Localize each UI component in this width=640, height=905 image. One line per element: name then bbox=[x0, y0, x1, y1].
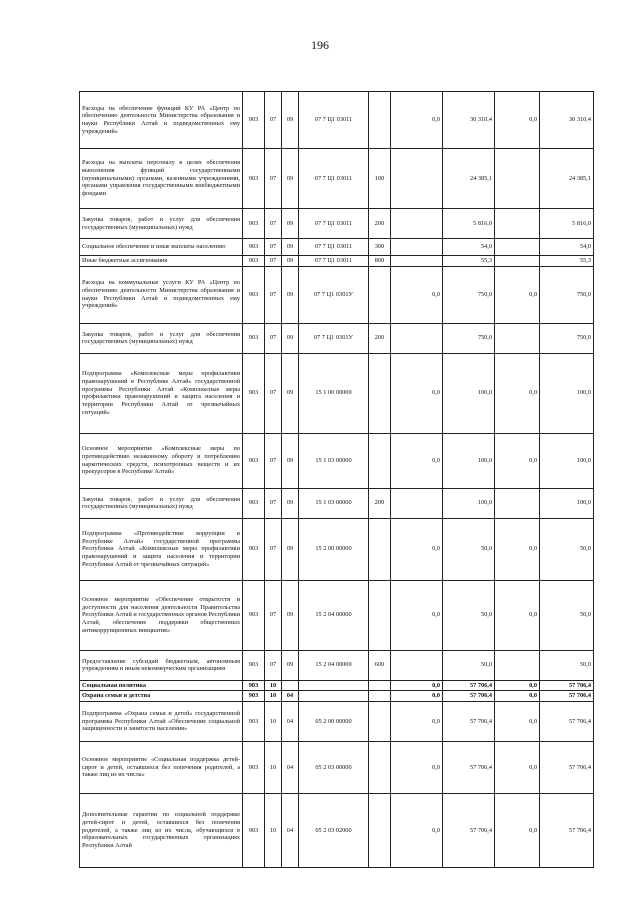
row-subsection-cell: 09 bbox=[282, 580, 299, 650]
row-expense-type-cell bbox=[369, 742, 391, 794]
row-subsection-cell: 09 bbox=[282, 353, 299, 433]
row-ved-cell: 903 bbox=[243, 680, 265, 691]
row-amount-4-cell: 100,0 bbox=[540, 353, 594, 433]
row-name-cell: Социальная политика bbox=[80, 680, 243, 691]
row-section-cell: 07 bbox=[265, 518, 282, 580]
row-amount-4-cell: 57 706,4 bbox=[540, 742, 594, 794]
row-subsection-cell: 09 bbox=[282, 266, 299, 323]
row-target-article-cell: 07 7 Ц1 03011 bbox=[299, 256, 369, 267]
row-target-article-cell: 15 1 00 00000 bbox=[299, 353, 369, 433]
row-name-cell: Дополнительные гарантии по социальной поддержке детей-сирот и детей, оставшихся без попечения родителей, а также лиц из их числа, обучающихся в образовательных государственных организациях Республики Алтай bbox=[80, 794, 243, 868]
table-row bbox=[80, 353, 594, 433]
row-expense-type-cell bbox=[369, 518, 391, 580]
row-name-cell: Подпрограмма «Комплексные меры профилактики правонарушений в Республике Алтай» государственной программы Республики Алтай «Комплексные меры профилактики правонарушений и защита населения и территории Республики Алтай от чрезвычайных ситуаций» bbox=[80, 353, 243, 433]
row-amount-2-cell: 57 706,4 bbox=[443, 680, 495, 691]
row-section-cell: 10 bbox=[265, 742, 282, 794]
row-ved-cell: 903 bbox=[243, 433, 265, 488]
row-subsection-cell: 04 bbox=[282, 742, 299, 794]
row-amount-3-cell bbox=[495, 256, 540, 267]
row-amount-4-cell: 750,0 bbox=[540, 266, 594, 323]
row-subsection-cell: 09 bbox=[282, 149, 299, 209]
row-amount-4-cell: 100,0 bbox=[540, 488, 594, 518]
row-amount-1-cell bbox=[391, 323, 443, 353]
row-name-cell: Расходы на выплаты персоналу в целях обеспечения выполнения функций государственными (муниципальными) органами, казенными учреждениями, органами управления государственными внебюджетными фондами bbox=[80, 149, 243, 209]
row-target-article-cell: 15 1 03 00000 bbox=[299, 433, 369, 488]
row-amount-3-cell: 0,0 bbox=[495, 266, 540, 323]
row-section-cell: 07 bbox=[265, 433, 282, 488]
table-row bbox=[80, 266, 594, 323]
row-expense-type-cell bbox=[369, 580, 391, 650]
row-amount-1-cell bbox=[391, 149, 443, 209]
row-amount-3-cell bbox=[495, 323, 540, 353]
row-target-article-cell: 07 7 Ц1 03011 bbox=[299, 149, 369, 209]
row-ved-cell: 903 bbox=[243, 92, 265, 149]
row-amount-2-cell: 24 385,1 bbox=[443, 149, 495, 209]
row-amount-1-cell: 0,0 bbox=[391, 266, 443, 323]
row-amount-4-cell: 55,3 bbox=[540, 256, 594, 267]
row-subsection-cell: 09 bbox=[282, 239, 299, 256]
table-row bbox=[80, 680, 594, 691]
table-row bbox=[80, 691, 594, 702]
table-row bbox=[80, 323, 594, 353]
row-amount-2-cell: 54,0 bbox=[443, 239, 495, 256]
row-name-cell: Закупка товаров, работ и услуг для обеспечения государственных (муниципальных) нужд bbox=[80, 209, 243, 239]
row-expense-type-cell: 800 bbox=[369, 256, 391, 267]
row-section-cell: 07 bbox=[265, 650, 282, 680]
row-amount-1-cell: 0,0 bbox=[391, 794, 443, 868]
row-amount-3-cell: 0,0 bbox=[495, 353, 540, 433]
row-subsection-cell: 09 bbox=[282, 650, 299, 680]
row-amount-3-cell: 0,0 bbox=[495, 92, 540, 149]
row-section-cell: 07 bbox=[265, 149, 282, 209]
table-row bbox=[80, 433, 594, 488]
row-target-article-cell bbox=[299, 691, 369, 702]
page-number: 196 bbox=[311, 38, 329, 52]
row-amount-2-cell: 30 310,4 bbox=[443, 92, 495, 149]
row-subsection-cell: 09 bbox=[282, 256, 299, 267]
row-amount-2-cell: 50,0 bbox=[443, 580, 495, 650]
row-amount-4-cell: 750,0 bbox=[540, 323, 594, 353]
row-expense-type-cell: 300 bbox=[369, 239, 391, 256]
row-amount-1-cell: 0,0 bbox=[391, 702, 443, 742]
row-expense-type-cell bbox=[369, 702, 391, 742]
row-ved-cell: 903 bbox=[243, 353, 265, 433]
row-subsection-cell bbox=[282, 680, 299, 691]
row-section-cell: 07 bbox=[265, 353, 282, 433]
row-amount-2-cell: 50,0 bbox=[443, 518, 495, 580]
table-row bbox=[80, 650, 594, 680]
row-ved-cell: 903 bbox=[243, 239, 265, 256]
budget-table bbox=[79, 91, 594, 868]
table-row bbox=[80, 488, 594, 518]
row-amount-3-cell: 0,0 bbox=[495, 518, 540, 580]
row-amount-1-cell bbox=[391, 239, 443, 256]
row-expense-type-cell: 200 bbox=[369, 209, 391, 239]
row-amount-1-cell: 0,0 bbox=[391, 353, 443, 433]
row-amount-1-cell: 0,0 bbox=[391, 433, 443, 488]
row-amount-3-cell: 0,0 bbox=[495, 433, 540, 488]
row-target-article-cell: 15 2 00 00000 bbox=[299, 518, 369, 580]
row-amount-2-cell: 55,3 bbox=[443, 256, 495, 267]
row-amount-2-cell: 750,0 bbox=[443, 266, 495, 323]
row-ved-cell: 903 bbox=[243, 580, 265, 650]
row-name-cell: Подпрограмма «Охрана семьи и детей» государственной программы Республики Алтай «Обеспечение социальной защищенности и занятости населения» bbox=[80, 702, 243, 742]
row-ved-cell: 903 bbox=[243, 323, 265, 353]
row-amount-2-cell: 57 706,4 bbox=[443, 702, 495, 742]
row-amount-4-cell: 100,0 bbox=[540, 433, 594, 488]
row-expense-type-cell bbox=[369, 794, 391, 868]
table-row bbox=[80, 239, 594, 256]
row-target-article-cell: 05 2 00 00000 bbox=[299, 702, 369, 742]
row-section-cell: 07 bbox=[265, 488, 282, 518]
row-section-cell: 10 bbox=[265, 691, 282, 702]
row-section-cell: 10 bbox=[265, 794, 282, 868]
table-row bbox=[80, 580, 594, 650]
row-amount-4-cell: 54,0 bbox=[540, 239, 594, 256]
row-expense-type-cell: 200 bbox=[369, 323, 391, 353]
row-target-article-cell: 07 7 Ц1 03011 bbox=[299, 92, 369, 149]
row-amount-1-cell: 0,0 bbox=[391, 518, 443, 580]
row-expense-type-cell: 200 bbox=[369, 488, 391, 518]
row-amount-1-cell bbox=[391, 650, 443, 680]
row-amount-3-cell: 0,0 bbox=[495, 794, 540, 868]
row-name-cell: Расходы на обеспечение функций КУ РА «Центр по обеспечению деятельности Министерства образования и науки Республики Алтай и подведомственных ему учреждений» bbox=[80, 92, 243, 149]
row-amount-1-cell bbox=[391, 209, 443, 239]
row-expense-type-cell bbox=[369, 353, 391, 433]
row-amount-1-cell bbox=[391, 488, 443, 518]
row-name-cell: Подпрограмма «Противодействие коррупции в Республике Алтай» государственной программы Республики Алтай «Комплексные меры профилактики правонарушений и защита населения и территории Республики Алтай от чрезвычайных ситуаций» bbox=[80, 518, 243, 580]
row-amount-3-cell: 0,0 bbox=[495, 680, 540, 691]
row-expense-type-cell: 100 bbox=[369, 149, 391, 209]
row-name-cell: Основное мероприятие «Социальная поддержка детей-сирот и детей, оставшихся без попечения родителей, а также лиц из их числа» bbox=[80, 742, 243, 794]
row-amount-1-cell: 0,0 bbox=[391, 580, 443, 650]
row-subsection-cell: 09 bbox=[282, 209, 299, 239]
row-name-cell: Иные бюджетные ассигнования bbox=[80, 256, 243, 267]
row-ved-cell: 903 bbox=[243, 742, 265, 794]
row-subsection-cell: 09 bbox=[282, 518, 299, 580]
row-ved-cell: 903 bbox=[243, 650, 265, 680]
row-name-cell: Предоставление субсидий бюджетным, автономным учреждениям и иным некоммерческим организациям bbox=[80, 650, 243, 680]
row-amount-3-cell bbox=[495, 149, 540, 209]
row-amount-4-cell: 57 706,4 bbox=[540, 680, 594, 691]
row-amount-2-cell: 57 706,4 bbox=[443, 794, 495, 868]
row-amount-1-cell: 0,0 bbox=[391, 742, 443, 794]
row-ved-cell: 903 bbox=[243, 256, 265, 267]
row-target-article-cell: 07 7 Ц1 03011 bbox=[299, 209, 369, 239]
row-ved-cell: 903 bbox=[243, 518, 265, 580]
table-row bbox=[80, 794, 594, 868]
row-amount-4-cell: 5 816,0 bbox=[540, 209, 594, 239]
row-subsection-cell: 09 bbox=[282, 92, 299, 149]
budget-table-body bbox=[80, 92, 594, 868]
row-section-cell: 07 bbox=[265, 209, 282, 239]
row-target-article-cell: 07 7 Ц1 03011 bbox=[299, 239, 369, 256]
row-amount-3-cell bbox=[495, 239, 540, 256]
row-expense-type-cell bbox=[369, 680, 391, 691]
row-ved-cell: 903 bbox=[243, 266, 265, 323]
row-section-cell: 07 bbox=[265, 266, 282, 323]
table-row bbox=[80, 702, 594, 742]
row-amount-3-cell bbox=[495, 488, 540, 518]
row-expense-type-cell bbox=[369, 266, 391, 323]
row-amount-1-cell: 0,0 bbox=[391, 691, 443, 702]
row-amount-2-cell: 100,0 bbox=[443, 433, 495, 488]
row-section-cell: 07 bbox=[265, 323, 282, 353]
table-row bbox=[80, 742, 594, 794]
row-target-article-cell: 15 1 03 00000 bbox=[299, 488, 369, 518]
row-amount-2-cell: 57 706,4 bbox=[443, 691, 495, 702]
row-amount-3-cell: 0,0 bbox=[495, 702, 540, 742]
row-section-cell: 07 bbox=[265, 580, 282, 650]
row-amount-3-cell bbox=[495, 209, 540, 239]
row-amount-4-cell: 50,0 bbox=[540, 518, 594, 580]
row-subsection-cell: 09 bbox=[282, 323, 299, 353]
row-expense-type-cell bbox=[369, 691, 391, 702]
table-row bbox=[80, 92, 594, 149]
row-target-article-cell: 07 7 Ц1 0301У bbox=[299, 266, 369, 323]
row-amount-1-cell bbox=[391, 256, 443, 267]
table-row bbox=[80, 518, 594, 580]
row-amount-2-cell: 100,0 bbox=[443, 353, 495, 433]
row-ved-cell: 903 bbox=[243, 209, 265, 239]
row-subsection-cell: 04 bbox=[282, 702, 299, 742]
row-amount-4-cell: 30 310,4 bbox=[540, 92, 594, 149]
row-amount-3-cell: 0,0 bbox=[495, 742, 540, 794]
row-target-article-cell bbox=[299, 680, 369, 691]
row-amount-4-cell: 50,0 bbox=[540, 650, 594, 680]
row-subsection-cell: 09 bbox=[282, 488, 299, 518]
row-amount-1-cell: 0,0 bbox=[391, 680, 443, 691]
row-name-cell: Закупка товаров, работ и услуг для обеспечения государственных (муниципальных) нужд bbox=[80, 323, 243, 353]
row-name-cell: Расходы на коммунальные услуги КУ РА «Центр по обеспечению деятельности Министерства образования и науки Республики Алтай и подведомственных ему учреждений» bbox=[80, 266, 243, 323]
row-amount-1-cell: 0,0 bbox=[391, 92, 443, 149]
row-amount-4-cell: 57 706,4 bbox=[540, 691, 594, 702]
row-amount-2-cell: 750,0 bbox=[443, 323, 495, 353]
row-amount-2-cell: 57 706,4 bbox=[443, 742, 495, 794]
table-row bbox=[80, 209, 594, 239]
row-name-cell: Основное мероприятие «Комплексные меры по противодействию незаконному обороту и потреблению наркотических средств, психотропных веществ и их прекурсоров в Республике Алтай» bbox=[80, 433, 243, 488]
row-amount-3-cell bbox=[495, 650, 540, 680]
row-ved-cell: 903 bbox=[243, 488, 265, 518]
row-target-article-cell: 15 2 04 00000 bbox=[299, 580, 369, 650]
row-amount-2-cell: 100,0 bbox=[443, 488, 495, 518]
row-section-cell: 07 bbox=[265, 92, 282, 149]
row-name-cell: Охрана семьи и детства bbox=[80, 691, 243, 702]
row-amount-2-cell: 50,0 bbox=[443, 650, 495, 680]
row-ved-cell: 903 bbox=[243, 794, 265, 868]
row-ved-cell: 903 bbox=[243, 149, 265, 209]
row-amount-4-cell: 57 706,4 bbox=[540, 794, 594, 868]
row-ved-cell: 903 bbox=[243, 691, 265, 702]
row-subsection-cell: 04 bbox=[282, 794, 299, 868]
row-expense-type-cell: 600 bbox=[369, 650, 391, 680]
table-row bbox=[80, 149, 594, 209]
row-name-cell: Социальное обеспечение и иные выплаты населению bbox=[80, 239, 243, 256]
row-target-article-cell: 05 2 03 00000 bbox=[299, 742, 369, 794]
row-section-cell: 07 bbox=[265, 256, 282, 267]
row-amount-4-cell: 57 706,4 bbox=[540, 702, 594, 742]
row-expense-type-cell bbox=[369, 433, 391, 488]
table-row bbox=[80, 256, 594, 267]
row-ved-cell: 903 bbox=[243, 702, 265, 742]
row-target-article-cell: 05 2 03 02000 bbox=[299, 794, 369, 868]
row-section-cell: 10 bbox=[265, 680, 282, 691]
row-target-article-cell: 15 2 04 00000 bbox=[299, 650, 369, 680]
row-subsection-cell: 09 bbox=[282, 433, 299, 488]
row-expense-type-cell bbox=[369, 92, 391, 149]
row-subsection-cell: 04 bbox=[282, 691, 299, 702]
row-amount-3-cell: 0,0 bbox=[495, 580, 540, 650]
row-section-cell: 10 bbox=[265, 702, 282, 742]
row-section-cell: 07 bbox=[265, 239, 282, 256]
row-amount-3-cell: 0,0 bbox=[495, 691, 540, 702]
row-amount-4-cell: 24 385,1 bbox=[540, 149, 594, 209]
row-amount-2-cell: 5 816,0 bbox=[443, 209, 495, 239]
row-name-cell: Основное мероприятие «Обеспечение открытости и доступности для населения деятельности Правительства Республики Алтай и государственных органов Республики Алтай, обеспечение поддержки общественных антикоррупционных инициатив» bbox=[80, 580, 243, 650]
row-amount-4-cell: 50,0 bbox=[540, 580, 594, 650]
row-target-article-cell: 07 7 Ц1 0301У bbox=[299, 323, 369, 353]
row-name-cell: Закупка товаров, работ и услуг для обеспечения государственных (муниципальных) нужд bbox=[80, 488, 243, 518]
